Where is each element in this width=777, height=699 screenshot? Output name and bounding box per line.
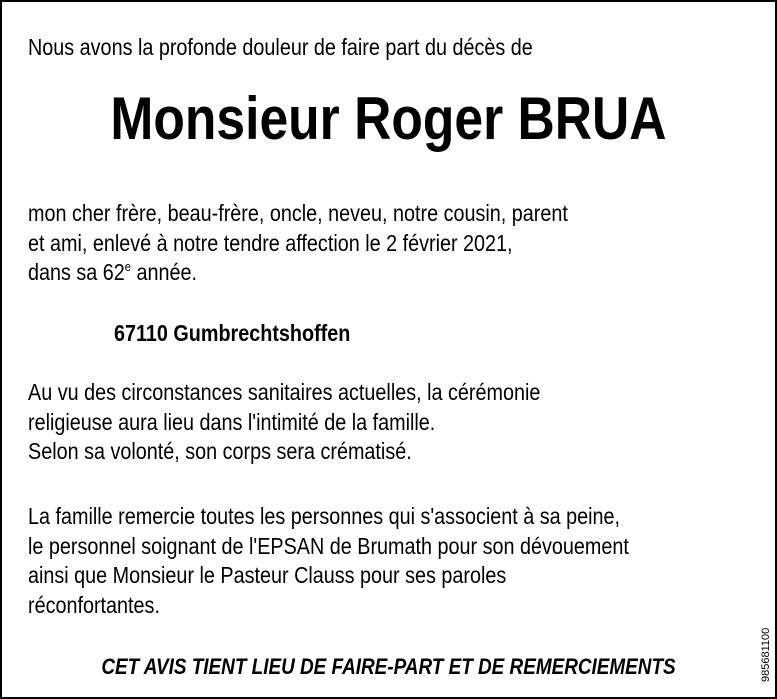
location: 67110 Gumbrechtshoffen xyxy=(114,320,351,346)
relation-paragraph xyxy=(28,199,568,288)
reference-number: 985681100 xyxy=(760,627,772,682)
age-suffix: année. xyxy=(130,259,198,285)
ceremony-line-3: Selon sa volonté, son corps sera crématisé. xyxy=(28,438,412,464)
ceremony-paragraph xyxy=(28,378,540,467)
relation-line-3 xyxy=(28,258,568,288)
thanks-paragraph xyxy=(28,502,629,620)
footer-notice: CET AVIS TIENT LIEU DE FAIRE-PART ET DE REMERCIEMENTS xyxy=(101,654,676,679)
thanks-line-1: La famille remercie toutes les personnes qui s'associent à sa peine, xyxy=(28,503,621,529)
ceremony-line-2: religieuse aura lieu dans l'intimité de la famille. xyxy=(28,408,436,435)
relation-line-1: mon cher frère, beau-frère, oncle, neveu, notre cousin, parent xyxy=(28,200,568,226)
relation-line-2: et ami, enlevé à notre tendre affection le 2 février 2021, xyxy=(28,229,513,256)
ceremony-line-1: Au vu des circonstances sanitaires actuelles, la cérémonie xyxy=(28,379,541,405)
thanks-line-4: réconfortantes. xyxy=(28,591,160,618)
age-text: dans sa 62 xyxy=(28,259,125,285)
thanks-line-2: le personnel soignant de l'EPSAN de Brumath pour son dévouement xyxy=(28,532,629,559)
thanks-line-3: ainsi que Monsieur le Pasteur Clauss pour ses paroles xyxy=(28,562,507,588)
deceased-name: Monsieur Roger BRUA xyxy=(110,85,667,152)
intro-text: Nous avons la profonde douleur de faire part du décès de xyxy=(28,34,533,60)
age-superscript: e xyxy=(124,259,131,274)
